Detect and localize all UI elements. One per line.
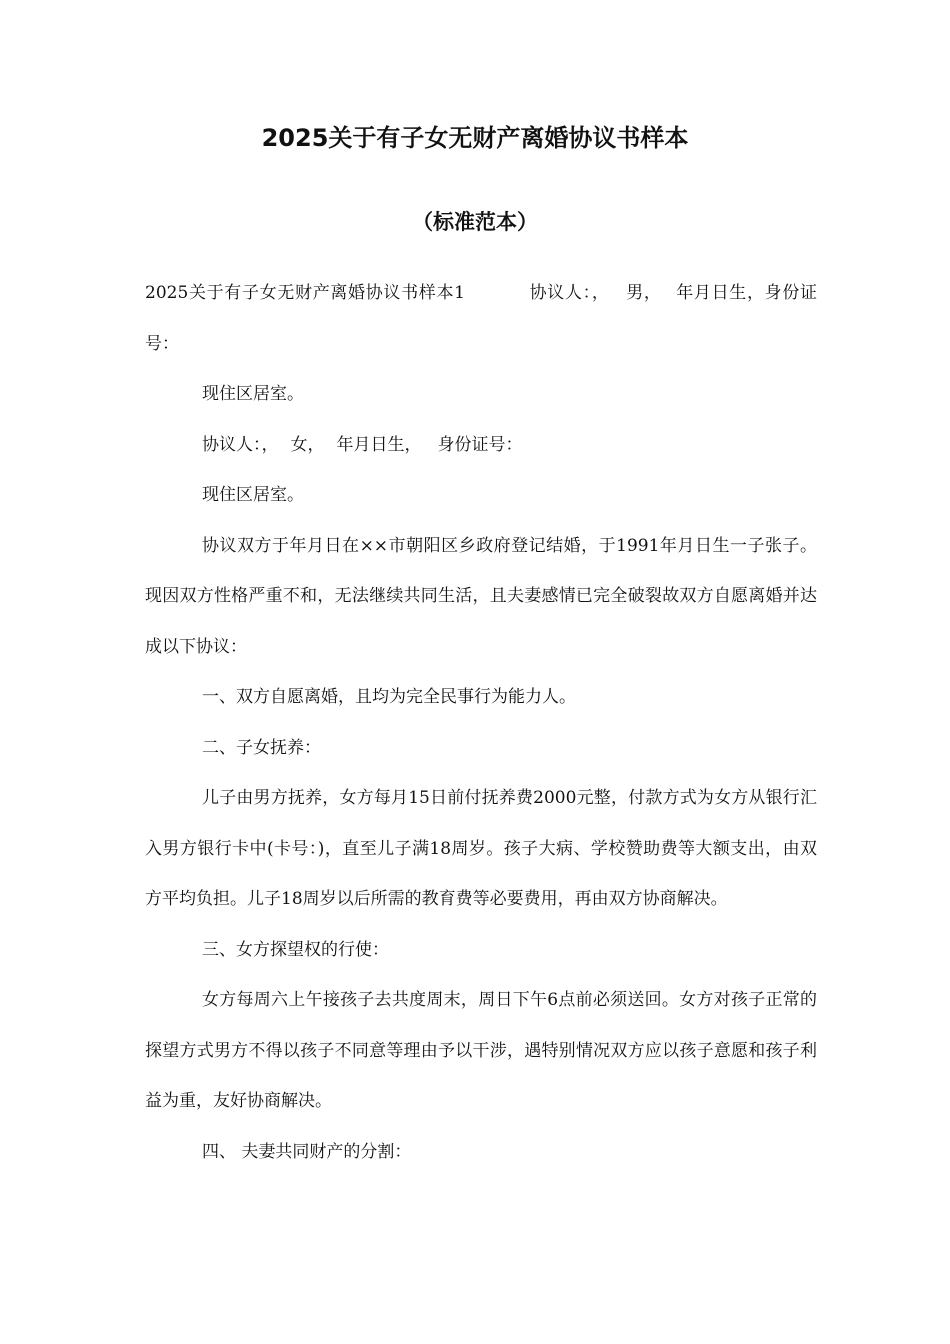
party-two-birthdate: 年月日生， <box>336 434 422 455</box>
preamble-paragraph: 协议双方于年月日在××市朝阳区乡政府登记结婚，于1991年月日生一子张子。现因双方性格严重不和，无法继续共同生活，且夫妻感情已完全破裂故双方自愿离婚并达成以下协议： <box>145 535 817 657</box>
party-one-address: 现住区居室。 <box>202 384 304 404</box>
document-title: 2025关于有子女无财产离婚协议书样本 <box>261 124 689 152</box>
party-two-paragraph <box>145 420 817 471</box>
party-two-gender: 女， <box>290 434 325 455</box>
clause-one: 一、双方自愿离婚，且均为完全民事行为能力人。 <box>202 687 576 707</box>
party-one-birthdate: 年月日生， <box>675 283 765 303</box>
party-one-label: 协议人：， <box>528 283 610 303</box>
document-body <box>145 268 817 1177</box>
party-one-gender: 男， <box>625 283 662 303</box>
document-subtitle: （标准范本） <box>412 210 538 234</box>
party-one-paragraph <box>145 268 817 369</box>
party-two-address: 现住区居室。 <box>202 485 304 505</box>
sample-heading-text: 2025关于有子女无财产离婚协议书样本1 <box>145 283 465 303</box>
party-one-id-label: 身份证号： <box>145 283 818 354</box>
clause-two-body: 儿子由男方抚养，女方每月15日前付抚养费2000元整，付款方式为女方从银行汇入男方银行卡中(卡号：)，直至儿子满18周岁。孩子大病、学校赞助费等大额支出，由双方平均负担。儿子18周岁以后所需的教育费等必要费用，再由双方协商解决。 <box>145 788 817 909</box>
clause-three-body: 女方每周六上午接孩子去共度周末，周日下午6点前必须送回。女方对孩子正常的探望方式男方不得以孩子不同意等理由予以干涉，遇特别情况双方应以孩子意愿和孩子利益为重，友好协商解决。 <box>145 990 817 1111</box>
clause-two-heading: 二、子女抚养： <box>202 737 321 758</box>
clause-four-heading: 四、 夫妻共同财产的分割： <box>202 1141 412 1162</box>
party-two-label: 协议人：， <box>202 434 279 455</box>
party-two-id-label: 身份证号： <box>437 434 523 455</box>
clause-three-heading: 三、女方探望权的行使： <box>202 939 389 960</box>
